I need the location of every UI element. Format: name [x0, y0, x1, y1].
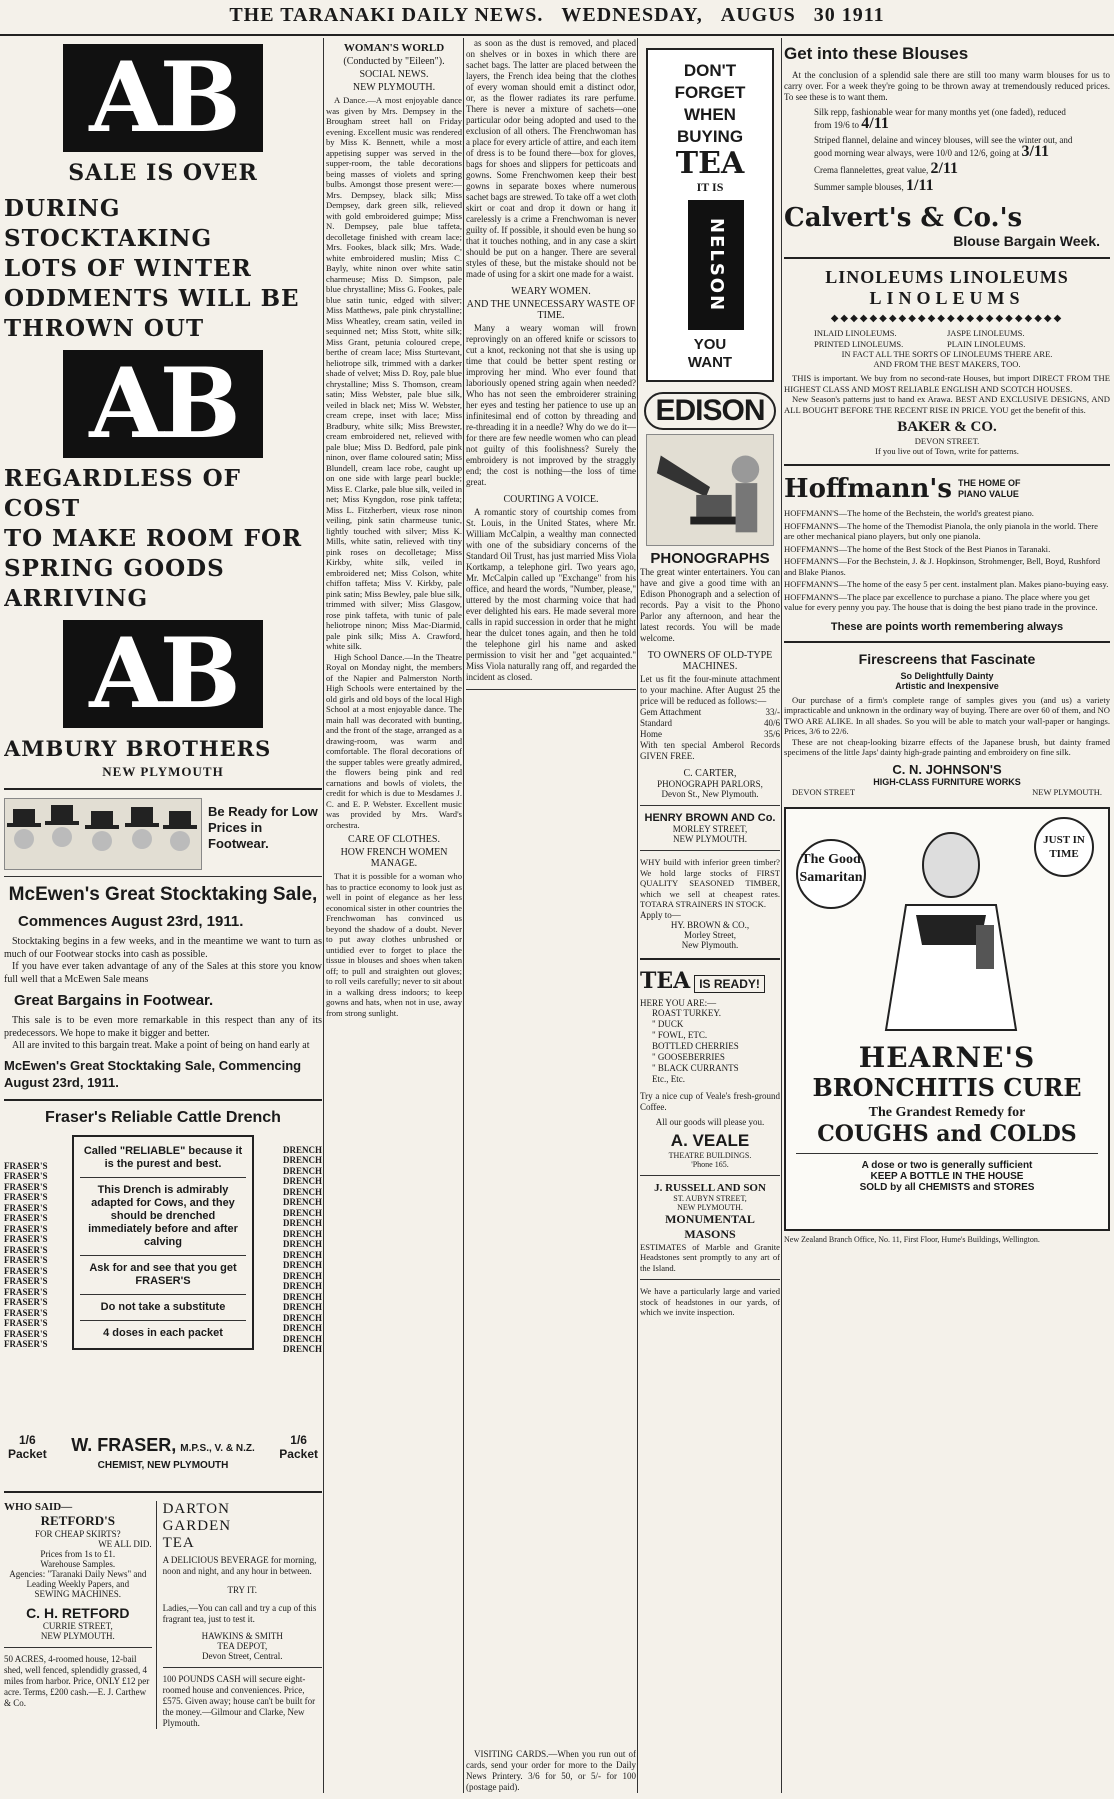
fire-sub-2: Artistic and Inexpensive — [895, 680, 999, 691]
price-value: 35/6 — [763, 729, 780, 739]
divider — [796, 1153, 1098, 1154]
fraser-word: FRASER'S — [4, 1286, 48, 1297]
baker-note: If you live out of Town, write for patterns. — [875, 446, 1019, 456]
paper-date: 30 1911 — [813, 4, 885, 26]
price-row — [640, 707, 780, 718]
hoffmann-item: HOFFMANN'S—The place par excellence to purchase a piano. The place where you get value for every penny you pay. The house that is doing the best piano trade in the province. — [784, 591, 1098, 612]
price: 1/6 — [290, 1432, 307, 1447]
drench-word: DRENCH — [282, 1291, 322, 1302]
column-2 — [326, 38, 462, 1793]
apply-to: Apply to— — [640, 909, 681, 920]
fraser-word-list — [4, 1161, 48, 1350]
tea-ad-bottom — [648, 336, 772, 372]
hoffmann-item: HOFFMANN'S—The home of the Themodist Pianola, the only pianola in the world. There are other mechanical piano players, but only one pianola. — [784, 520, 1098, 541]
ad-line: REGARDLESS OF COST — [4, 465, 241, 522]
lino-text-2: New Season's patterns just to hand ex Arawa. BEST AND EXCLUSIVE DESIGNS, AND ALL BOUGHT BEFORE THE RECENT RISE IN PRICE. YOU get the benefit of this. — [784, 394, 1110, 415]
ad-line: TO MAKE ROOM FOR — [4, 525, 303, 552]
blouse-item — [814, 160, 1080, 177]
divider — [4, 788, 322, 790]
retford-name-q: RETFORD'S — [40, 1512, 115, 1528]
ambury-name: AMBURY BROTHERS — [4, 736, 272, 761]
here-you-are: HERE YOU ARE:— — [640, 997, 717, 1008]
tea-line: FORGET — [674, 83, 746, 102]
cash-ad: 100 POUNDS CASH will secure eight-roomed house and conveniences. Price, £575. Given away; house can't be built for the money.—Gilmour and Clarke, New Plymouth. — [162, 1673, 316, 1728]
russell-name: J. RUSSELL AND SON — [654, 1181, 766, 1194]
fraser-quals: M.P.S., V. & N.Z. — [180, 1442, 255, 1454]
johnson-sub: HIGH-CLASS FURNITURE WORKS — [873, 776, 1021, 787]
retford-street: CURRIE STREET, — [42, 1620, 113, 1631]
fraser-drench-ad — [4, 1131, 322, 1431]
column-1 — [4, 38, 322, 1793]
owners-heading: TO OWNERS OF OLD-TYPE MACHINES. — [647, 650, 773, 672]
drench-word: DRENCH — [282, 1186, 322, 1197]
retford-agencies: Agencies: "Taranaki Daily News" and Leading Weekly Papers, and — [9, 1568, 147, 1589]
tea-brand: NELSON MOATE'S — [688, 200, 744, 330]
tea-ready-heading — [640, 968, 780, 994]
hoffmann-heading — [784, 474, 1110, 504]
drench-word: DRENCH — [282, 1333, 322, 1344]
phonograph-illustration — [646, 434, 774, 546]
mcewen-bargains: Great Bargains in Footwear. — [14, 992, 214, 1009]
retford-name: C. H. RETFORD — [26, 1604, 130, 1621]
divider — [4, 1099, 322, 1101]
divider — [640, 1175, 780, 1176]
fraser-word: FRASER'S — [4, 1181, 48, 1192]
divider — [80, 1177, 246, 1178]
hearne-dose: A dose or two is generally sufficient — [861, 1159, 1033, 1171]
section-title: SOCIAL NEWS. — [359, 69, 429, 80]
retford-sewing: SEWING MACHINES. — [34, 1588, 122, 1599]
article-text: High School Dance.—In the Theatre Royal on Monday night, the members of the Napier and Palmerston North High Schools were entertained by the old girls and old boys of the local High School at a most enjoyable dance. The main hall was decorated with bunting, and the front of the stage, arranged as a drawing-room, was warm and comfortable. The floral decorations of the supper tables were greatly admired, the flowers being pink and red carnations and bowls of violets, the credit for which is due to Mesdames J. C. and E. P. Webster. Excellent music was provided by Mrs. Ward's orchestra. — [326, 651, 462, 830]
ab-lines-1 — [4, 194, 322, 344]
russell-bottom: We have a particularly large and varied stock of headstones in our yards, of which we invite inspection. — [640, 1286, 780, 1317]
drench-word: DRENCH — [282, 1323, 322, 1333]
drench-word: DRENCH — [282, 1176, 322, 1186]
divider — [640, 805, 780, 806]
masthead — [0, 0, 1114, 36]
divider — [4, 876, 322, 877]
fraser-name: W. FRASER, — [71, 1434, 177, 1455]
hy-brown: HY. BROWN & CO., — [670, 919, 750, 930]
ad-line: LOTS OF WINTER — [4, 255, 252, 282]
mcewen-footer: McEwen's Great Stocktaking Sale, Commencing August 23rd, 1911. — [4, 1057, 302, 1090]
lino-item: JASPE LINOLEUMS. — [947, 328, 1025, 338]
devon-street: Devon Street, Central. — [202, 1650, 283, 1661]
fraser-word: FRASER'S — [4, 1244, 48, 1255]
price: 1/6 — [19, 1432, 36, 1447]
care-heading: CARE OF CLOTHES. — [348, 834, 440, 845]
divider — [4, 1647, 152, 1648]
article-text: A romantic story of courtship comes from St. Louis, in the United States, where Mr. William McCalpin, a wealthy man connected with one of the subsidiary concerns of the Standard Oil Trust, has just married Miss Viola Kortkamp, a telephone girl. Two years ago, Mr. McCalpin called up "Exchange" from his office, and heard the words, "Number, please," uttered by the most charming voice that had ever delighted his ears. He made several more calls in rapid succession in order that he might hear the dulcet tones again, and then he told the telephone girl his name and asked permission to visit her and "get acquainted." Miss Viola naturally rang off, and regarded the incident as closed. — [466, 507, 636, 682]
timber-text: WHY build with inferior green timber? We hold large stocks of FIRST QUALITY SEASONED TIMBER, which we sell at cheapest rates. TOTARA STRAINERS IN STOCK. — [640, 857, 780, 909]
drench-word: DRENCH — [282, 1207, 322, 1218]
tea-word: TEA — [675, 146, 745, 181]
ab-logo: AB — [63, 44, 263, 152]
column-rule — [323, 38, 324, 1793]
morley-street: Morley Street, — [684, 929, 736, 940]
tea-item: Etc., Etc. — [652, 1073, 685, 1084]
mcewen-date: Commences August 23rd, 1911. — [18, 913, 244, 930]
just-in-time-bubble: JUST IN TIME — [1034, 817, 1094, 877]
fraser-word: FRASER'S — [4, 1171, 48, 1181]
french-heading: HOW FRENCH WOMEN MANAGE. — [340, 847, 448, 869]
fraser-price-right — [279, 1433, 318, 1461]
veale-phone: 'Phone 165. — [691, 1159, 729, 1169]
column-5 — [784, 38, 1110, 1793]
price-value: 33/- — [765, 707, 780, 717]
tea-ad-top — [648, 60, 772, 148]
fraser-word: FRASER'S — [4, 1339, 48, 1349]
fraser-box-line: 4 doses in each packet — [103, 1326, 223, 1339]
brown-street: MORLEY STREET, — [672, 824, 748, 834]
carter-place: PHONOGRAPH PARLORS, — [657, 779, 763, 789]
veale-try: Try a nice cup of Veale's fresh-ground Coffee. — [640, 1090, 780, 1112]
price-row — [640, 718, 780, 729]
tea-line: WANT — [687, 354, 733, 371]
divider — [80, 1255, 246, 1256]
byline: (Conducted by "Eileen"). — [343, 56, 445, 67]
edison-text: The great winter entertainers. You can have and give a good time with an Edison Phonograph and a selection of records. Pay a visit to the Phono Parlor any afternoon, and hear the latest records. You will be made welcome. — [640, 567, 780, 643]
divider — [4, 1491, 322, 1493]
divider — [80, 1294, 246, 1295]
fraser-word: FRASER'S — [4, 1213, 48, 1223]
fraser-word: FRASER'S — [4, 1318, 48, 1328]
article-text: Many a weary woman will frown reprovingly on an offered knife or scissors to cut a knot, reckoning not that she is using up time that could be better spent resting or improving her mind. Who ever found that laboriously opened string again when needed? Who has not seen the embroiderer straining her eyes and testing her patience to use up an infinitesimal end of cotton by threading and re-threading it in a needle? Why do we do it—for there are few needle women who can plead not guilty of this foolishness? Surely the embroidery is not improved by the straggly end; the cost is nothing—the loss of time great. — [466, 323, 636, 487]
brown-name: HENRY BROWN AND Co. — [644, 812, 776, 824]
tea-item: " BLACK CURRANTS — [652, 1062, 739, 1073]
hoffmann-item: HOFFMANN'S—The home of the Bechstein, the world's greatest piano. — [784, 508, 1034, 518]
darton-title-line: TEA — [162, 1534, 195, 1551]
blouse-price: 3/11 — [1021, 143, 1050, 160]
tea-itis: IT IS — [696, 180, 724, 194]
blouse-desc: Striped flannel, delaine and wincey blouses, will see the winter out, and good morning wear always, were 10/0 and 12/6, going at — [814, 135, 1073, 158]
blouse-desc: Crema flannelettes, great value, — [814, 165, 929, 175]
column-rule — [637, 38, 638, 1793]
blouse-item — [814, 107, 1080, 131]
drench-word: DRENCH — [282, 1302, 322, 1312]
price-value: 40/6 — [763, 718, 780, 728]
acres-ad: 50 ACRES, 4-roomed house, 12-bail shed, well fenced, splendidly grassed, 4 miles from harbor. Price, ONLY £12 per acre. Terms, £200 cash.—E. J. Carthew & Co. — [4, 1653, 150, 1708]
crowd-illustration — [4, 798, 202, 870]
lino-heading: LINOLEUMS LINOLEUMS — [825, 267, 1069, 287]
tea-line: YOU — [693, 336, 727, 353]
veale-name: A. VEALE — [670, 1130, 750, 1150]
article-text: That it is possible for a woman who has to practice economy to look just as well in point of elegance as her less economical sister in other countries the Frenchwoman has convinced us beyond the shadow of a doubt. Never to put away clothes unbrushed or untidied ever to forget to place the tissue in blouses and shoes when taken off; to pull and straighten out gloves; to roll veils carefully; never to sit about in a walking dress indoors; to keep gowns and hats, when not in use, away from strong sunlight. — [326, 871, 462, 1018]
mcewen-paragraph: This sale is to be even more remarkable in this respect than any of its predecessors. We hope to make it bigger and better. — [4, 1015, 322, 1039]
tea-depot: TEA DEPOT, — [217, 1640, 268, 1651]
paper-day: WEDNESDAY, — [561, 4, 703, 26]
ab-logo: AB — [63, 350, 263, 458]
ambury-town: NEW PLYMOUTH — [102, 764, 224, 779]
mcewen-paragraph: Stocktaking begins in a few weeks, and in the meantime we want to turn as much of our Footwear stocks into cash as possible. — [4, 936, 322, 960]
hearne-branch: New Zealand Branch Office, No. 11, First Floor, Hume's Buildings, Wellington. — [784, 1234, 1040, 1244]
hearne-keep: KEEP A BOTTLE IN THE HOUSE — [870, 1170, 1024, 1182]
monumental: MONUMENTAL MASONS — [665, 1211, 755, 1241]
darton-text: A DELICIOUS BEVERAGE for morning, noon and night, and any hour in between. — [162, 1554, 317, 1576]
fraser-chemist: CHEMIST, NEW PLYMOUTH — [97, 1459, 229, 1471]
fire-heading: Firescreens that Fascinate — [858, 650, 1036, 667]
tea-line: WHEN — [684, 105, 736, 124]
hoffmann-item: HOFFMANN'S—The home of the easy 5 per cent. instalment plan. Makes piano-buying easy. — [784, 579, 1109, 589]
fraser-word: FRASER'S — [4, 1307, 48, 1318]
fraser-box-line: Called "RELIABLE" because it is the purest and best. — [83, 1144, 243, 1170]
carter-name: C. CARTER, — [683, 768, 737, 779]
column-3 — [466, 38, 636, 1793]
drench-word: DRENCH — [282, 1228, 322, 1239]
phonograph-icon — [647, 435, 773, 545]
retford-warehouse: Warehouse Samples. — [40, 1558, 116, 1569]
price-item: Gem Attachment — [640, 707, 702, 717]
diamond-rule: ◆◆◆◆◆◆◆◆◆◆◆◆◆◆◆◆◆◆◆◆◆◆◆◆ — [830, 313, 1064, 324]
paper-title: THE TARANAKI DAILY NEWS. — [229, 4, 544, 26]
hearne-ad — [784, 807, 1110, 1231]
divider — [466, 689, 636, 690]
tea-ready-a: TEA — [640, 967, 691, 994]
fraser-word: FRASER'S — [4, 1192, 48, 1202]
johnson-name: C. N. JOHNSON'S — [892, 761, 1002, 777]
fraser-word: FRASER'S — [4, 1255, 48, 1265]
lino-item: PRINTED LINOLEUMS. — [814, 338, 904, 349]
lino-text: THIS is important. We buy from no second-rate Houses, but import DIRECT FROM THE HIGHEST CLASS AND MOST RELIABLE ENGLISH AND SCOTCH HOUSES. — [784, 373, 1110, 394]
ab-logo: AB — [63, 620, 263, 728]
tea-item: BOTTLED CHERRIES — [652, 1040, 739, 1051]
weary-heading: WEARY WOMEN. — [511, 286, 591, 297]
hawkins-name: HAWKINS & SMITH — [201, 1630, 283, 1641]
darton-try: TRY IT. — [227, 1584, 258, 1595]
fraser-word: FRASER'S — [4, 1234, 48, 1244]
hearne-remedy: The Grandest Remedy for — [868, 1104, 1026, 1120]
fraser-box-line: Do not take a substitute — [100, 1300, 226, 1313]
hoffmann-tag-2: PIANO VALUE — [958, 489, 1019, 499]
tea-line: BUYING — [676, 127, 744, 146]
womans-world-heading: WOMAN'S WORLD — [343, 42, 445, 54]
visiting-cards-ad: VISITING CARDS.—When you run out of cards, send your order for more to the Daily News Printery. 3/6 for 50, or 5/- for 100 (postage paid). — [466, 1749, 636, 1792]
blouse-price: 1/11 — [906, 177, 934, 194]
retford-ad — [4, 1501, 157, 1729]
samaritan-bubble: The Good Samaritan — [796, 839, 866, 909]
blouse-desc: Summer sample blouses, — [814, 182, 904, 192]
blouses-heading: Get into these Blouses — [784, 44, 969, 63]
hearne-coughs: COUGHS and COLDS — [817, 1120, 1077, 1147]
fraser-box-line: Ask for and see that you get FRASER'S — [89, 1261, 237, 1287]
fire-text-2: These are not cheap-looking bizarre effects of the Japanese brush, but dainty framed specimens of the little Japs' dainty high-grade painting and embroidery on fine silk. — [784, 736, 1110, 757]
fire-sub-1: So Delightfully Dainty — [900, 670, 994, 681]
drench-word: DRENCH — [282, 1155, 322, 1165]
lino-item: PLAIN LINOLEUMS. — [947, 338, 1026, 349]
mcewen-paragraph: All are invited to this bargain treat. Make a point of being on hand early at — [12, 1040, 310, 1051]
fraser-footer — [4, 1431, 322, 1483]
drench-word: DRENCH — [282, 1281, 322, 1291]
veale-all: All our goods will please you. — [655, 1116, 765, 1127]
baker-street: DEVON STREET. — [914, 436, 980, 446]
ad-line: SPRING GOODS — [4, 555, 225, 582]
divider — [784, 257, 1110, 259]
ab-lines-2 — [4, 464, 322, 614]
johnson-addr — [784, 787, 1110, 797]
ad-line: ODDMENTS WILL BE — [4, 285, 300, 312]
drench-word: DRENCH — [282, 1165, 322, 1176]
fraser-box-line: This Drench is admirably adapted for Cows, and they should be drenched immediately before and after calving — [88, 1183, 238, 1248]
courting-heading: COURTING A VOICE. — [503, 494, 599, 505]
records-note: With ten special Amberol Records GIVEN FREE. — [640, 740, 780, 761]
drench-word: DRENCH — [282, 1197, 322, 1207]
divider — [640, 1279, 780, 1280]
column-rule — [463, 38, 464, 1793]
tea-line: DON'T — [683, 61, 737, 80]
retford-who: WHO SAID— — [4, 1500, 73, 1513]
tea-items — [640, 1008, 780, 1085]
hoffmann-tag — [958, 478, 1021, 500]
johnson-town: NEW PLYMOUTH. — [1032, 786, 1102, 797]
retford-for: FOR CHEAP SKIRTS? — [34, 1528, 121, 1539]
tea-item: ROAST TURKEY. — [652, 1007, 722, 1018]
price-list — [640, 707, 780, 740]
packet: Packet — [8, 1446, 47, 1461]
russell-town: NEW PLYMOUTH. — [677, 1202, 743, 1212]
fraser-inner-box — [72, 1135, 254, 1350]
russell-text: ESTIMATES of Marble and Granite Headstones sent promptly to any art of the Island. — [640, 1241, 780, 1273]
brown-town: NEW PLYMOUTH. — [673, 834, 747, 844]
blouse-price: 2/11 — [930, 160, 959, 177]
darton-title-line: DARTON — [162, 1500, 230, 1517]
divider — [80, 1320, 246, 1321]
price-row — [640, 729, 780, 740]
tea-item: " GOOSEBERRIES — [652, 1051, 725, 1062]
ad-line: ARRIVING — [4, 585, 149, 612]
blouses-intro: At the conclusion of a splendid sale there are still too many warm blouses for us to carry over. For a week they're going to be thrown away at tremendously reduced prices. To see these is to want them. — [784, 70, 1110, 102]
drench-word: DRENCH — [282, 1249, 322, 1260]
nelson-moate-tea-ad — [646, 48, 774, 382]
fraser-price-left — [8, 1433, 47, 1461]
fraser-name-block — [64, 1435, 262, 1471]
drench-word: DRENCH — [282, 1239, 322, 1249]
hoffmann-items — [784, 508, 1110, 613]
hoffmann-item: HOFFMANN'S—For the Bechstein, J. & J. Hopkinson, Strohmenger, Bell, Boyd, Rushford and Blake Pianos. — [784, 556, 1101, 577]
ad-line: THROWN OUT — [4, 315, 205, 342]
paper-month: AUGUS — [720, 4, 796, 26]
weary-subheading: AND THE UNNECESSARY WASTE OF TIME. — [466, 299, 636, 321]
fraser-word: FRASER'S — [4, 1276, 48, 1286]
fraser-word: FRASER'S — [4, 1265, 48, 1276]
fraser-word: FRASER'S — [4, 1160, 48, 1171]
drench-word: DRENCH — [282, 1270, 322, 1281]
tea-ready-b: IS READY! — [694, 975, 765, 993]
fire-text: Our purchase of a firm's complete range of samples gives you (and us) a variety impracticable and unknown in the ordinary way of buying. There are over 60 of them, and NO TWO ARE ALIKE. In all shades. So you will be able to match your wall-paper or hangings. Prices, 3/6 to 22/6. — [784, 694, 1110, 736]
johnson-street: DEVON STREET — [792, 786, 856, 797]
retford-town: NEW PLYMOUTH. — [40, 1630, 115, 1641]
hoffmann-tag-1: THE HOME OF — [958, 478, 1021, 488]
hearne-sub: BRONCHITIS CURE — [812, 1072, 1082, 1102]
drench-word-list — [283, 1145, 322, 1355]
drench-word: DRENCH — [282, 1144, 322, 1155]
hoffmann-name: Hoffmann's — [784, 474, 953, 504]
blouse-price: 4/11 — [861, 115, 889, 132]
drench-word: DRENCH — [282, 1344, 322, 1354]
blouse-items — [784, 107, 1110, 193]
divider — [163, 1667, 322, 1668]
lino-best: AND FROM THE BEST MAKERS, TOO. — [873, 359, 1021, 369]
blouse-desc: Silk repp, fashionable wear for many months yet (one faded), reduced from 19/6 to — [814, 107, 1066, 130]
divider — [640, 850, 780, 851]
samaritan-figure-icon — [876, 825, 1026, 1035]
fraser-title: Fraser's Reliable Cattle Drench — [45, 1108, 281, 1126]
place-title: NEW PLYMOUTH. — [352, 82, 436, 93]
owners-text: Let us fit the four-minute attachment to your machine. After August 25 the price will be reduced as follows:— — [640, 674, 780, 706]
tea-item: " DUCK — [652, 1018, 684, 1029]
hearne-title: HEARNE'S — [858, 1040, 1036, 1074]
mcewen-paragraph: If you have ever taken advantage of any of the Sales at this store you know full well that a McEwen Sale means — [4, 961, 322, 985]
hoffmann-item: HOFFMANN'S—The home of the Best Stock of the Best Pianos in Taranaki. — [784, 543, 1051, 554]
edison-title: EDISON — [644, 392, 776, 430]
drench-word: DRENCH — [282, 1260, 322, 1270]
hoffmann-footer: These are points worth remembering always — [830, 620, 1064, 633]
ad-line: DURING STOCKTAKING — [4, 195, 213, 252]
blouse-item — [814, 177, 1080, 194]
lino-heading-2: LINOLEUMS — [869, 288, 1025, 308]
fraser-word: FRASER'S — [4, 1297, 48, 1307]
darton-text2: Ladies,—You can call and try a cup of this fragrant tea, just to test it. — [162, 1602, 317, 1624]
fraser-word: FRASER'S — [4, 1328, 48, 1339]
hearne-body — [796, 1105, 1098, 1193]
divider — [640, 958, 780, 960]
new-plymouth: New Plymouth. — [681, 939, 739, 950]
calvert-sub: Blouse Bargain Week. — [953, 233, 1100, 249]
darton-ad — [157, 1501, 322, 1729]
packet: Packet — [279, 1446, 318, 1461]
fraser-word: FRASER'S — [4, 1223, 48, 1234]
carter-addr: Devon St., New Plymouth. — [661, 789, 759, 799]
retford-prices: Prices from 1s to £1. — [40, 1548, 116, 1559]
divider — [784, 464, 1110, 466]
lino-item: INLAID LINOLEUMS. — [814, 328, 897, 338]
column-4 — [640, 38, 780, 1793]
darton-title-line: GARDEN — [162, 1517, 232, 1534]
drench-word: DRENCH — [282, 1312, 322, 1323]
footwear-tag: Be Ready for Low Prices in Footwear. — [208, 804, 318, 851]
price-item: Home — [640, 729, 662, 739]
crowd-hats-icon — [5, 799, 201, 869]
retford-all: WE ALL DID. — [98, 1538, 152, 1549]
article-text: as soon as the dust is removed, and placed on shelves or in boxes in which there are sachet bags. The latter are placed between the layers, the French idea being that the clothes of every woman should emit a distinct odor, or, as the flower radiates its rare perfume. There is never a mixture of sachets—one particular odor being adopted and used to the exclusion of all others. The Frenchwoman has a place for every article of attire, and each item of dress is to be found there—box for gloves, bags for shoes and slippers for petticoats and gowns. Some Frenchwomen keep their best gowns in separate boxes where numerous sachet bags are strewed. To take off a wet cloth skirt or coat and drop it down or hang it carelessly is a crime a Frenchwoman is never guilty of. If possible, it should even be hung so that it touches nothing, and in any case a skirt should be put on a hanger. There are several styles of these, but the mistake should not be made of using for a skirt one made for a waist. — [466, 38, 636, 279]
baker-name: BAKER & CO. — [897, 419, 997, 435]
calvert-name: Calvert's & Co.'s — [784, 203, 1023, 233]
price-item: Standard — [640, 718, 672, 728]
footwear-banner — [4, 798, 322, 870]
article-text: A Dance.—A most enjoyable dance was given by Mrs. Dempsey in the Brougham street hall on Friday evening. Excellent music was rendered by Miss K. Bennett, while a most appetising supper was served in the supper-room, the table decorations being masses of violets and spring bulbs. Amongst those present were:—Mrs. Dempsey, black silk; Miss Dempsey, dark green silk, relieved with gold embroidered guimpe; Miss N. Dempsey, pale blue taffeta, decolletage finished with cream lace; Mrs. Fookes, black silk; Mrs. Wade, white embroidered muslin; Miss C. Bayly, white ninon over white satin charmeuse; Miss D. Simpson, pale blue chrystalline; Miss G. Fookes, pale blue satin tunic, edged with silver; Miss Matthews, pale pink chrystalline; Miss Wheatley, cream satin, veiled in sequinned net; Miss Stott, white silk; Miss Grant, petunia coloured crepe, berthe of cream lace; Miss Sturtevant, heliotrope silk, trimmed with a darker shade of velvet; Miss D. Roy, pale blue chrystalline; Miss S. Thomson, cream satin; Miss Webster, pale blue silk, veiled in black net; Miss W. Webster, cream crepe, inset with lace; Miss Bradbury, white silk; Miss Brewster, cream embroidered net, relieved with pale blue; Miss D. Bedford, pale pink ninon, over flame coloured satin; Miss Blundell, cream lace robe, caught up on one side with large pearl buckle; Miss E. Clarke, pale blue silk, veiled in net; Miss Kyngdon, rose pink taffeta; Miss L. Fitzherbert, vieux rose ninon veiling, pink satin charmeuse tunic, lightly touched with silver; Miss K. Mills, white satin, relieved with tiny pink roses on decolletage; Miss Kirkby, white silk, veiled in embroidered net; Miss Colson, white chiffon taffeta; Miss V. Kirkby, pale pink satin; Miss Bewley, pale blue silk, trimmed with silver; Miss Glasgow, rose pink taffeta, with tunic of pale heliotrope ninon; Miss Mac-Diarmid, pale pink silk; Miss A. Crawford, white silk. — [326, 95, 462, 651]
phonographs-title: PHONOGRAPHS — [650, 550, 770, 567]
blouse-item — [814, 135, 1080, 159]
fraser-word: FRASER'S — [4, 1202, 48, 1213]
darton-title — [163, 1501, 322, 1552]
divider — [784, 641, 1110, 643]
bottom-ads-row — [4, 1501, 322, 1729]
column-rule — [781, 38, 782, 1793]
lino-items — [784, 328, 1110, 349]
sale-title: SALE IS OVER — [68, 160, 258, 186]
tea-item: " FOWL, ETC. — [652, 1029, 708, 1040]
drench-word: DRENCH — [282, 1218, 322, 1228]
lino-all: IN FACT ALL THE SORTS OF LINOLEUMS THERE ARE. — [841, 349, 1053, 359]
russell-street: ST. AUBYN STREET, — [673, 1193, 747, 1203]
veale-place: THEATRE BUILDINGS. — [668, 1150, 752, 1160]
mcewen-title: McEwen's Great Stocktaking Sale, — [8, 884, 318, 905]
hearne-sold: SOLD by all CHEMISTS and STORES — [859, 1181, 1035, 1193]
